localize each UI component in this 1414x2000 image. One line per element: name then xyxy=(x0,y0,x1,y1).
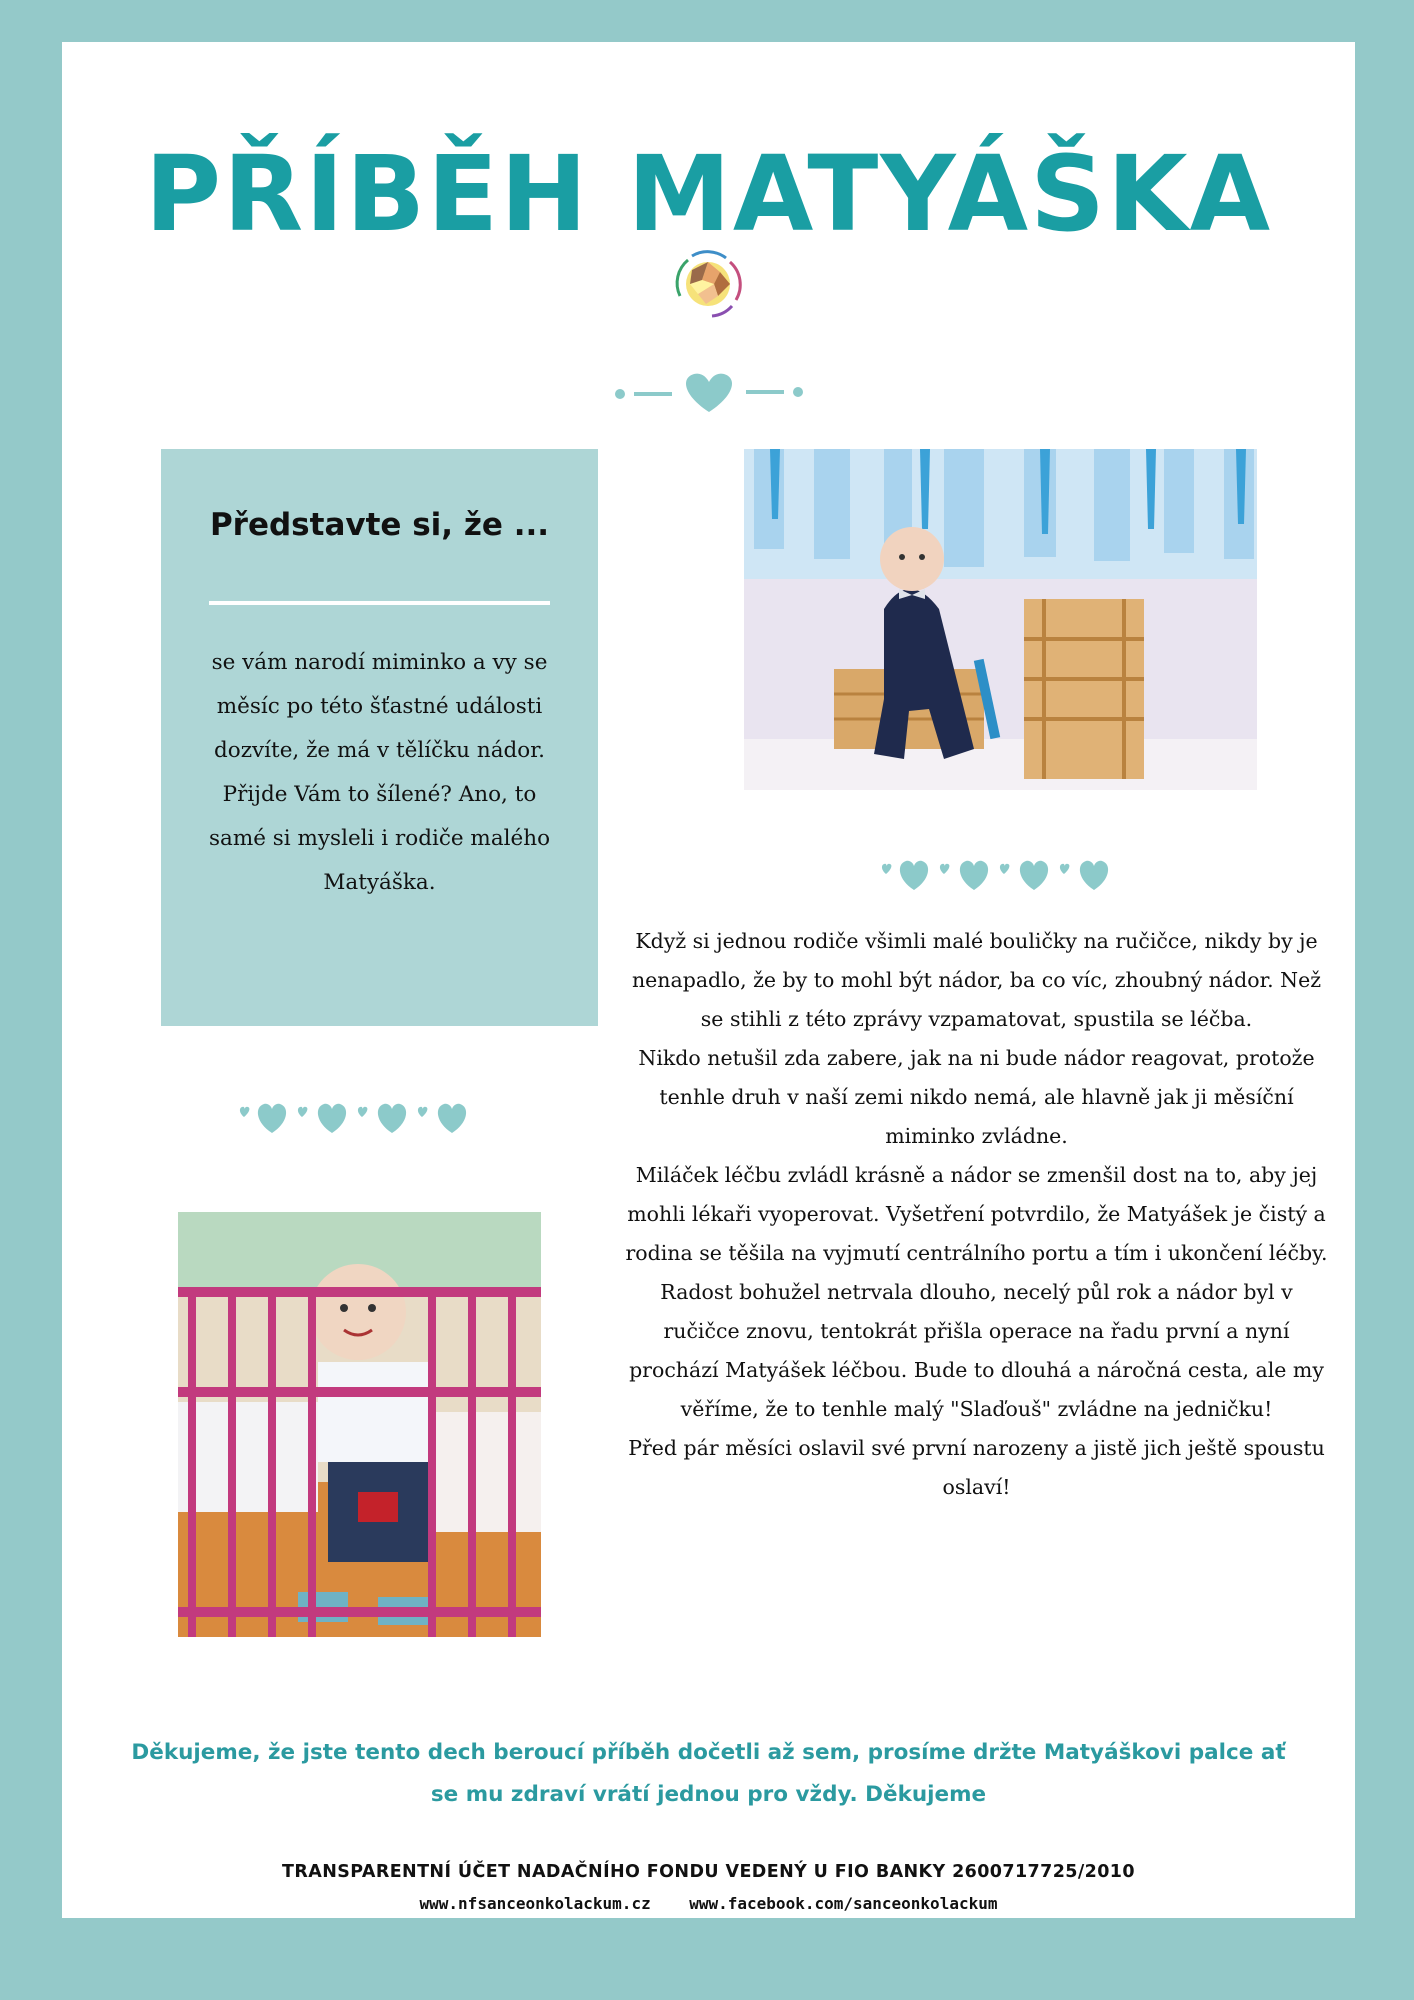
story-paragraph: Když si jednou rodiče všimli malé bouličky na ručičce, nikdy by je nenapadlo, že by to mohl být nádor, ba co víc, zhoubný nádor. Než se stihli z této zprávy vzpamatovat, spustila se léčba. xyxy=(631,929,1322,1031)
hearts-row-icon xyxy=(878,852,1128,894)
photo-boy-hospital-crib xyxy=(178,1212,541,1637)
intro-heading: Představte si, že ... xyxy=(209,507,550,543)
facebook-link[interactable]: www.facebook.com/sanceonkolackum xyxy=(689,1894,998,1913)
intro-box xyxy=(161,449,598,1026)
story-paragraph: Nikdo netušil zda zabere, jak na ni bude nádor reagovat, protože tenhle druh v naší zemi nikdo nemá, ale hlavně jak ji měsíční miminko zvládne. xyxy=(638,1046,1315,1148)
heart-divider-icon xyxy=(614,370,804,416)
story-paragraph: Před pár měsíci oslavil své první narozeny a jistě jich ještě spoustu oslaví! xyxy=(628,1436,1325,1499)
foundation-logo-icon xyxy=(668,244,748,324)
website-link[interactable]: www.nfsanceonkolackum.cz xyxy=(419,1894,651,1913)
intro-divider xyxy=(209,601,550,605)
intro-text: se vám narodí miminko a vy se měsíc po této šťastné události dozvíte, že má v tělíčku nádor. Přijde Vám to šílené? Ano, to samé si mysleli i rodiče malého Matyáška. xyxy=(208,650,551,895)
page-title: PŘÍBĚH MATYÁŠKA xyxy=(144,133,1273,255)
bank-account-info: TRANSPARENTNÍ ÚČET NADAČNÍHO FONDU VEDENÝ U FIO BANKY 2600717725/2010 xyxy=(282,1862,1135,1882)
hearts-row-icon xyxy=(236,1095,486,1137)
story-text xyxy=(624,922,1329,1507)
story-paragraph: Radost bohužel netrvala dlouho, necelý půl rok a nádor byl v ručičce znovu, tentokrát přišla operace na řadu první a nyní prochází Matyášek léčbou. Bude to dlouhá a náročná cesta, ale my věříme, že to tenhle malý "Slaďouš" zvládne na jedničku! xyxy=(629,1280,1324,1421)
poster-page xyxy=(62,42,1355,1918)
story-paragraph: Miláček léčbu zvládl krásně a nádor se zmenšil dost na to, aby jej mohli lékaři vyoperovat. Vyšetření potvrdilo, že Matyášek je čistý a rodina se těšila na vyjmutí centrálního portu a tím i ukončení léčby. xyxy=(625,1163,1328,1265)
photo-boy-crates xyxy=(744,449,1257,790)
thanks-message: Děkujeme, že jste tento dech beroucí příběh dočetli až sem, prosíme držte Matyáškovi palce ať se mu zdraví vrátí jednou pro vždy. Děkujeme xyxy=(131,1740,1286,1807)
footer-links xyxy=(62,1894,1355,1913)
